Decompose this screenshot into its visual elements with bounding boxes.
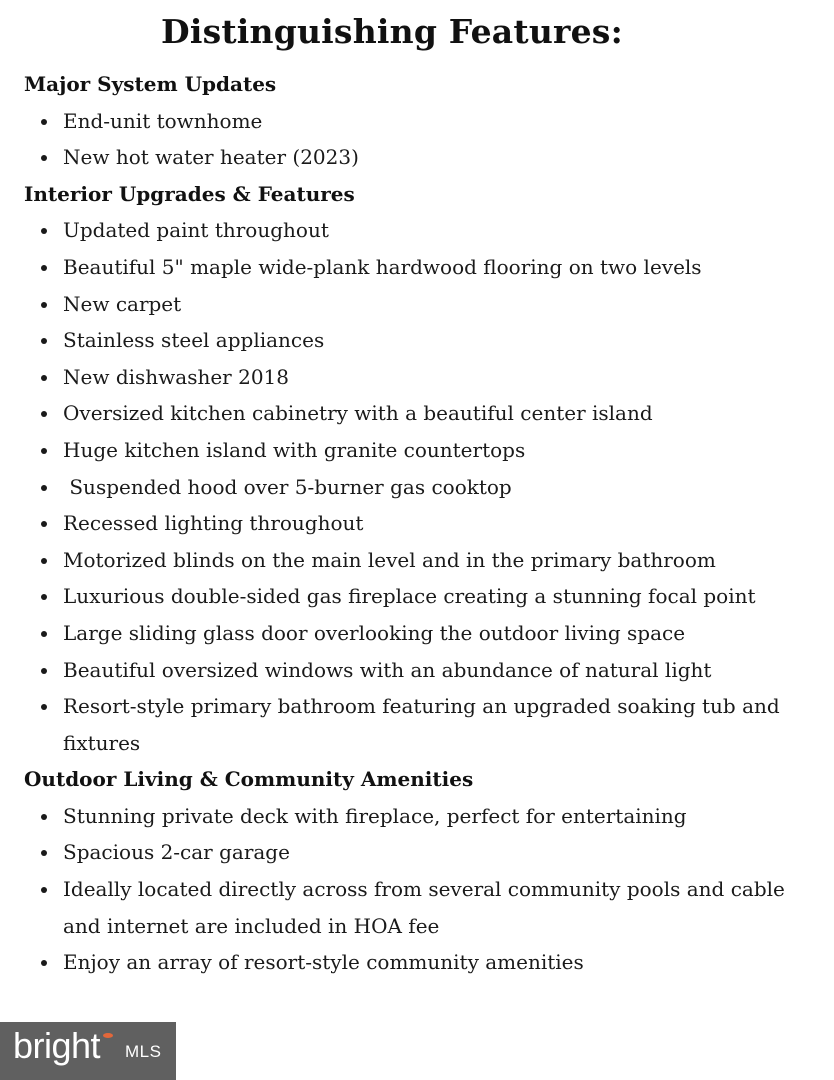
list-item bbox=[24, 469, 824, 506]
list-item bbox=[24, 542, 824, 579]
list-item-text: Enjoy an array of resort-style community amenities bbox=[63, 950, 584, 975]
list-item bbox=[24, 505, 824, 542]
list-item-text: Motorized blinds on the main level and in the primary bathroom bbox=[63, 547, 716, 572]
list-item bbox=[24, 871, 824, 944]
page-title: Distinguishing Features: bbox=[161, 12, 623, 51]
list-item-text: Huge kitchen island with granite countertops bbox=[63, 437, 526, 462]
bullet-icon bbox=[41, 668, 47, 674]
bullet-icon bbox=[41, 155, 47, 161]
list-item bbox=[24, 249, 824, 286]
list-item-text: New carpet bbox=[63, 291, 182, 316]
list-item-text: Stunning private deck with fireplace, perfect for entertaining bbox=[63, 803, 687, 828]
list-item-text: End-unit townhome bbox=[63, 108, 263, 133]
list-item bbox=[24, 359, 824, 396]
section-heading: Interior Upgrades & Features bbox=[24, 181, 355, 206]
list-item bbox=[24, 322, 824, 359]
list-item bbox=[24, 103, 824, 140]
bullet-icon bbox=[41, 338, 47, 344]
bullet-icon bbox=[41, 631, 47, 637]
section-heading: Outdoor Living & Community Amenities bbox=[24, 767, 474, 792]
list-item bbox=[24, 286, 824, 323]
list-item bbox=[24, 798, 824, 835]
watermark-brand: bright bbox=[13, 1025, 101, 1066]
features-content bbox=[24, 66, 824, 981]
bright-mls-watermark bbox=[0, 1022, 176, 1080]
bullet-icon bbox=[41, 521, 47, 527]
list-item-text: Recessed lighting throughout bbox=[63, 511, 364, 536]
watermark-suffix: MLS bbox=[125, 1042, 162, 1061]
section-outdoor-living bbox=[24, 761, 824, 981]
list-item-text: Beautiful oversized windows with an abundance of natural light bbox=[63, 657, 712, 682]
list-item bbox=[24, 395, 824, 432]
bullet-icon bbox=[41, 594, 47, 600]
list-item bbox=[24, 139, 824, 176]
list-item-text: New hot water heater (2023) bbox=[63, 145, 359, 170]
list-item-text: New dishwasher 2018 bbox=[63, 364, 289, 389]
feature-list bbox=[24, 212, 824, 761]
list-item bbox=[24, 212, 824, 249]
bullet-icon bbox=[41, 850, 47, 856]
list-item bbox=[24, 688, 824, 761]
logo-dot-icon bbox=[103, 1033, 113, 1038]
bullet-icon bbox=[41, 887, 47, 893]
feature-list bbox=[24, 103, 824, 176]
list-item bbox=[24, 834, 824, 871]
bullet-icon bbox=[41, 704, 47, 710]
list-item-text: Updated paint throughout bbox=[63, 218, 329, 243]
list-item bbox=[24, 615, 824, 652]
list-item-text: Spacious 2-car garage bbox=[63, 840, 290, 865]
list-item bbox=[24, 944, 824, 981]
bullet-icon bbox=[41, 228, 47, 234]
list-item-text: Suspended hood over 5-burner gas cooktop bbox=[63, 474, 512, 499]
list-item-text: Large sliding glass door overlooking the outdoor living space bbox=[63, 620, 686, 645]
bullet-icon bbox=[41, 960, 47, 966]
list-item-text: Beautiful 5" maple wide-plank hardwood flooring on two levels bbox=[63, 254, 702, 279]
list-item bbox=[24, 652, 824, 689]
list-item-text: Ideally located directly across from several community pools and cable and internet are included in HOA fee bbox=[63, 877, 785, 938]
bullet-icon bbox=[41, 558, 47, 564]
bullet-icon bbox=[41, 411, 47, 417]
section-interior-upgrades bbox=[24, 176, 824, 762]
feature-list bbox=[24, 798, 824, 981]
section-major-system-updates bbox=[24, 66, 824, 176]
bullet-icon bbox=[41, 375, 47, 381]
bullet-icon bbox=[41, 302, 47, 308]
list-item-text: Luxurious double-sided gas fireplace creating a stunning focal point bbox=[63, 584, 756, 609]
bullet-icon bbox=[41, 485, 47, 491]
bullet-icon bbox=[41, 814, 47, 820]
section-heading: Major System Updates bbox=[24, 72, 277, 96]
list-item-text: Oversized kitchen cabinetry with a beautiful center island bbox=[63, 401, 653, 426]
bullet-icon bbox=[41, 448, 47, 454]
list-item-text: Stainless steel appliances bbox=[63, 328, 325, 353]
list-item bbox=[24, 432, 824, 469]
list-item-text: Resort-style primary bathroom featuring an upgraded soaking tub and fixtures bbox=[63, 694, 780, 755]
bullet-icon bbox=[41, 119, 47, 125]
list-item bbox=[24, 578, 824, 615]
bullet-icon bbox=[41, 265, 47, 271]
